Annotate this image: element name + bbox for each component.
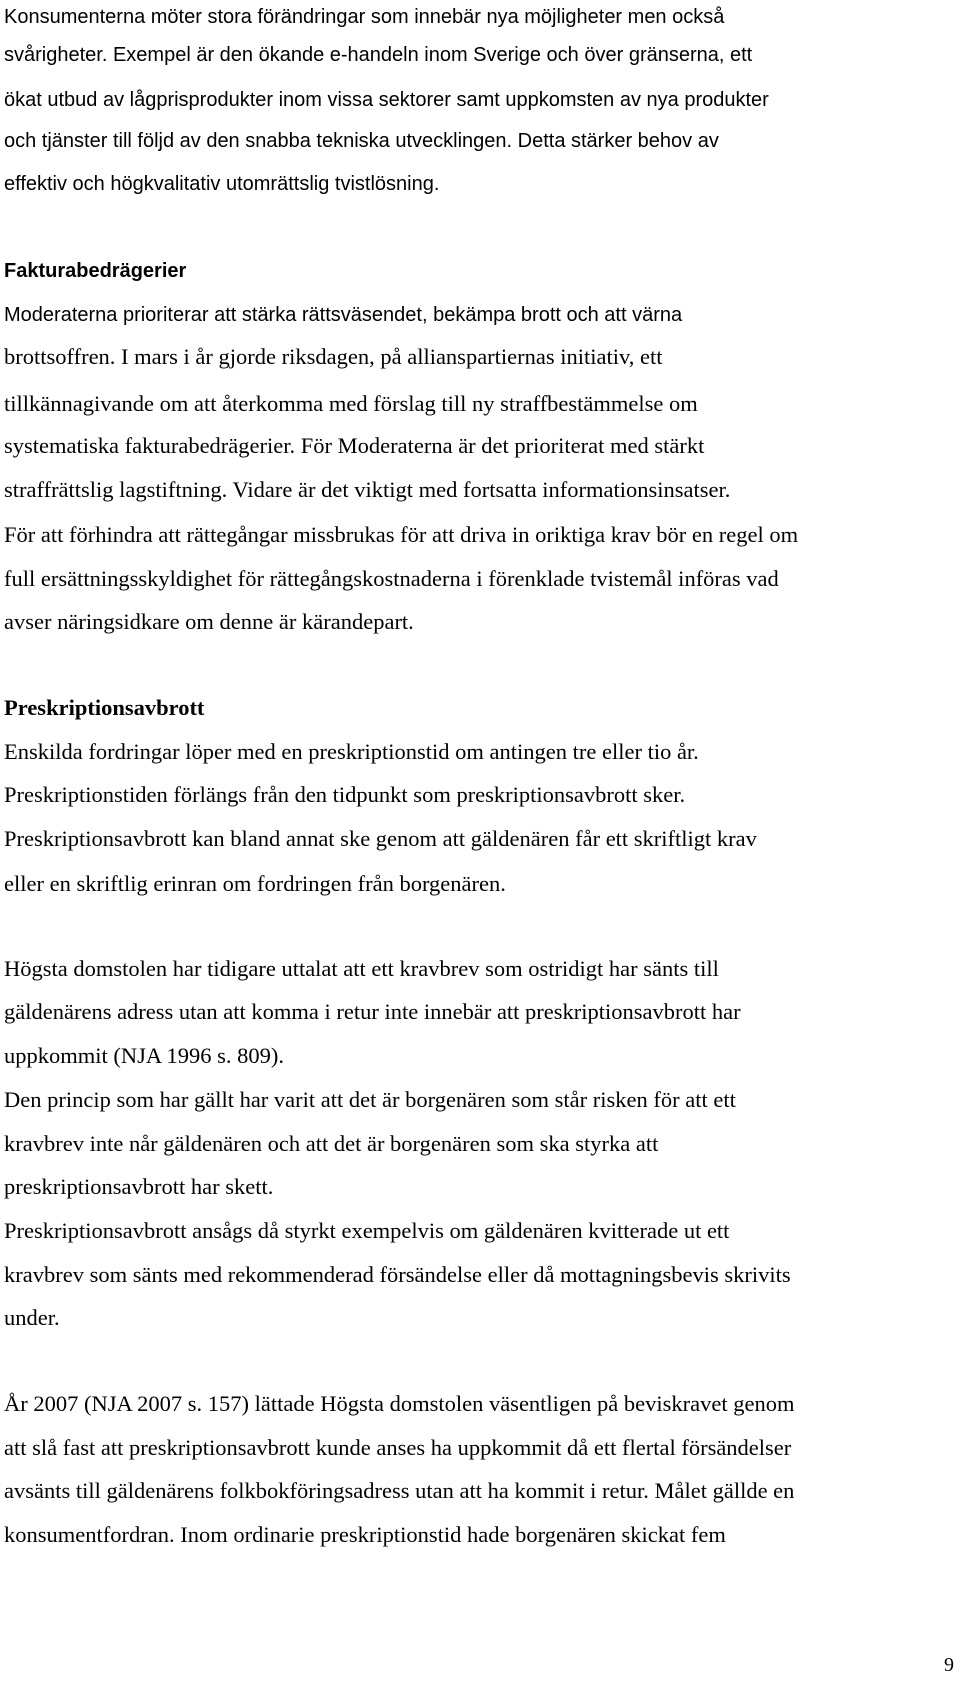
body-line: preskriptionsavbrott har skett. [4,1174,274,1199]
section-heading-fakturabedragerier: Fakturabedrägerier [4,260,187,282]
body-line: full ersättningsskyldighet för rättegångskostnaderna i förenklade tvistemål införas vad [4,566,779,591]
body-line: kravbrev inte når gäldenären och att det är borgenären som ska styrka att [4,1131,659,1156]
body-line: Preskriptionsavbrott ansågs då styrkt exempelvis om gäldenären kvitterade ut ett [4,1218,730,1243]
body-line: uppkommit (NJA 1996 s. 809). [4,1043,285,1068]
body-line: Preskriptionsavbrott kan bland annat ske genom att gäldenären får ett skriftligt krav [4,826,757,851]
intro-line: effektiv och högkvalitativ utomrättslig tvistlösning. [4,173,440,195]
body-line: straffrättslig lagstiftning. Vidare är det viktigt med fortsatta informationsinsatser. [4,477,731,502]
body-line: kravbrev som sänts med rekommenderad försändelse eller då mottagningsbevis skrivits [4,1262,791,1287]
body-line: eller en skriftlig erinran om fordringen från borgenären. [4,871,506,896]
body-line: Moderaterna prioriterar att stärka rättsväsendet, bekämpa brott och att värna [4,304,683,326]
intro-line: svårigheter. Exempel är den ökande e-handeln inom Sverige och över gränserna, ett [4,44,753,66]
body-line: Den princip som har gällt har varit att det är borgenären som står risken för att ett [4,1087,736,1112]
intro-line: Konsumenterna möter stora förändringar som innebär nya möjligheter men också [4,6,725,28]
body-line: systematiska fakturabedrägerier. För Moderaterna är det prioriterat med stärkt [4,433,705,458]
section-heading-preskriptionsavbrott: Preskriptionsavbrott [4,695,205,720]
body-line: Enskilda fordringar löper med en preskriptionstid om antingen tre eller tio år. [4,739,699,764]
body-line: Preskriptionstiden förlängs från den tidpunkt som preskriptionsavbrott sker. [4,782,686,807]
body-line: Högsta domstolen har tidigare uttalat att ett kravbrev som ostridigt har sänts till [4,956,719,981]
page-number: 9 [944,1654,954,1676]
intro-line: och tjänster till följd av den snabba tekniska utvecklingen. Detta stärker behov av [4,130,719,152]
body-line: År 2007 (NJA 2007 s. 157) lättade Högsta domstolen väsentligen på beviskravet genom [4,1391,795,1416]
intro-line: ökat utbud av lågprisprodukter inom vissa sektorer samt uppkomsten av nya produkter [4,89,769,111]
body-line: konsumentfordran. Inom ordinarie preskriptionstid hade borgenären skickat fem [4,1522,726,1547]
body-line: under. [4,1305,60,1330]
body-line: gäldenärens adress utan att komma i retur inte innebär att preskriptionsavbrott har [4,999,741,1024]
body-line: avser näringsidkare om denne är kärandepart. [4,609,414,634]
body-line: att slå fast att preskriptionsavbrott kunde anses ha uppkommit då ett flertal försändelser [4,1435,792,1460]
body-line: avsänts till gäldenärens folkbokföringsadress utan att ha kommit i retur. Målet gällde en [4,1478,795,1503]
body-line: tillkännagivande om att återkomma med förslag till ny straffbestämmelse om [4,391,698,416]
body-line: brottsoffren. I mars i år gjorde riksdagen, på allianspartiernas initiativ, ett [4,344,663,369]
body-line: För att förhindra att rättegångar missbrukas för att driva in oriktiga krav bör en regel om [4,522,799,547]
